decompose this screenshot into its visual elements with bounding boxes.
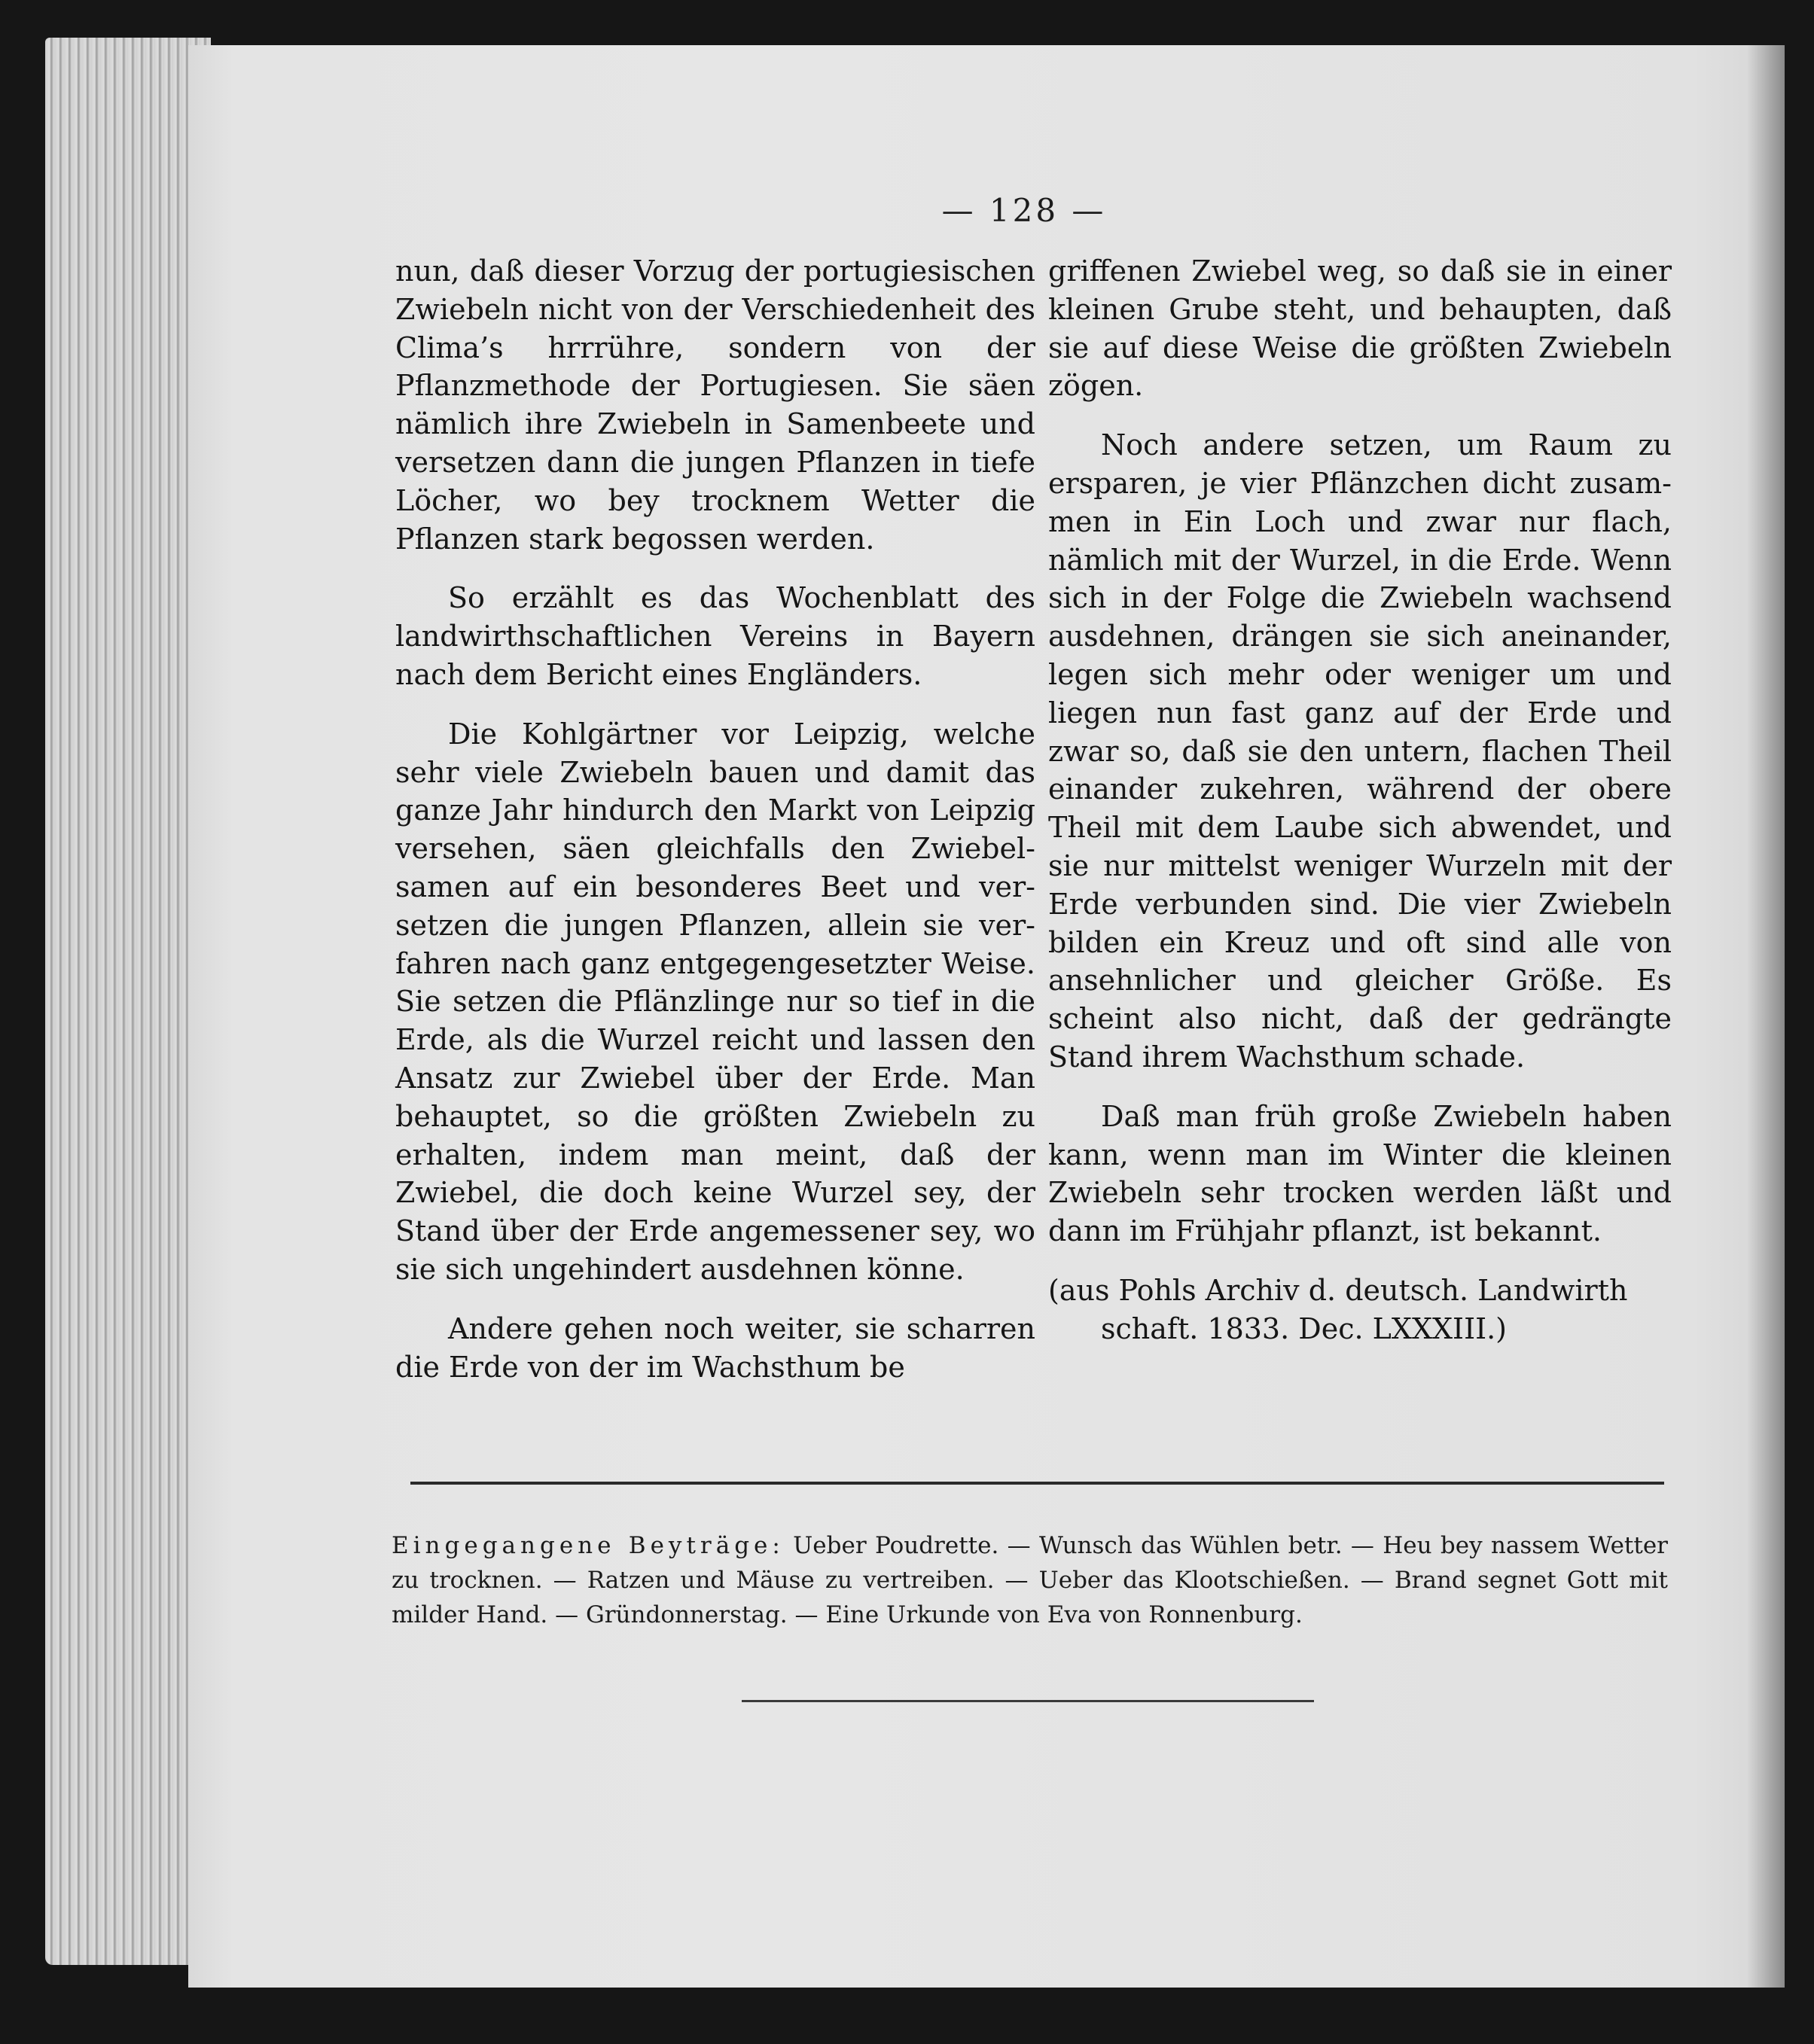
- paragraph: Die Kohlgärtner vor Leipzig, welche sehr viele Zwiebeln bauen und damit das ganze Jahr hindurch den Markt von Leipzig versehen, säen gleichfalls den Zwiebelsamen auf ein besonderes Beet und versetzen die jungen Pflanzen, allein sie verfahren nach ganz entgegengesetzter Weise. Sie setzen die Pflänzlinge nur so tief in die Erde, als die Wurzel reicht und lassen den Ansatz zur Zwiebel über der Erde. Man behauptet, so die größten Zwiebeln zu erhalten, indem man meint, daß der Zwiebel, die doch keine Wurzel sey, der Stand über der Erde angemessener sey, wo sie sich ungehindert ausdehnen könne.: [395, 717, 1035, 1286]
- source-citation-line-2: schaft. 1833. Dec. LXXXIII.): [1101, 1311, 1507, 1345]
- footer-text: Ueber Poudrette. — Wunsch das Wühlen betr. — Heu bey nassem Wetter zu trocknen. — Ratzen und Mäuse zu vertreiben. — Ueber das Klootschießen. — Brand segnet Gott mit milder Hand. — Gründonnerstag. — Eine Urkunde von Eva von Ronnenburg.: [392, 1532, 1668, 1628]
- paragraph: griffenen Zwiebel weg, so daß sie in einer kleinen Grube steht, und behaupten, daß sie auf diese Weise die größten Zwiebeln zögen.: [1048, 254, 1672, 403]
- source-citation-line-1: (aus Pohls Archiv d. deutsch. Landwirth: [1048, 1273, 1628, 1307]
- paragraph: Noch andere setzen, um Raum zu ersparen, je vier Pflänzchen dicht zusammen in Ein Loch und zwar nur flach, nämlich mit der Wurzel, in die Erde. Wenn sich in der Folge die Zwiebeln wachsend ausdehnen, drängen sie sich aneinander, legen sich mehr oder weniger um und liegen nun fast ganz auf der Erde und zwar so, daß sie den untern, flachen Theil einander zukehren, während der obere Theil mit dem Laube sich abwendet, und sie nur mittelst weniger Wurzeln mit der Erde verbunden sind. Die vier Zwiebeln bilden ein Kreuz und oft sind alle von ansehnlicher und gleicher Größe. Es scheint also nicht, daß der gedrängte Stand ihrem Wachsthum schade.: [1048, 428, 1672, 1074]
- page-number: — 128 —: [941, 192, 1107, 229]
- paragraph: nun, daß dieser Vorzug der portugiesischen Zwiebeln nicht von der Verschiedenheit des Clima’s hrrrühre, sondern von der Pflanzmethode der Portugiesen. Sie säen nämlich ihre Zwiebeln in Samenbeete und versetzen dann die jungen Pflanzen in tiefe Löcher, wo bey trocknem Wetter die Pflanzen stark begossen werden.: [395, 254, 1035, 556]
- paragraph: Andere gehen noch weiter, sie scharren die Erde von der im Wachsthum be: [395, 1311, 1035, 1384]
- contributions-footer: [392, 1528, 1668, 1632]
- section-divider: [410, 1482, 1664, 1485]
- paragraph: Daß man früh große Zwiebeln haben kann, wenn man im Winter die kleinen Zwiebeln sehr trocken werden läßt und dann im Frühjahr pflanzt, ist bekannt.: [1048, 1099, 1672, 1248]
- book-page-edges: [45, 38, 211, 1965]
- right-text-column: [1048, 252, 1672, 1369]
- left-text-column: [395, 252, 1035, 1407]
- gutter-shadow: [1747, 45, 1785, 1988]
- source-citation: [1048, 1272, 1672, 1348]
- end-rule: [742, 1700, 1314, 1702]
- footer-lead: Eingegangene Beyträge:: [392, 1532, 785, 1559]
- paragraph: So erzählt es das Wochenblatt des landwirthschaftlichen Vereins in Bayern nach dem Bericht eines Engländers.: [395, 581, 1035, 691]
